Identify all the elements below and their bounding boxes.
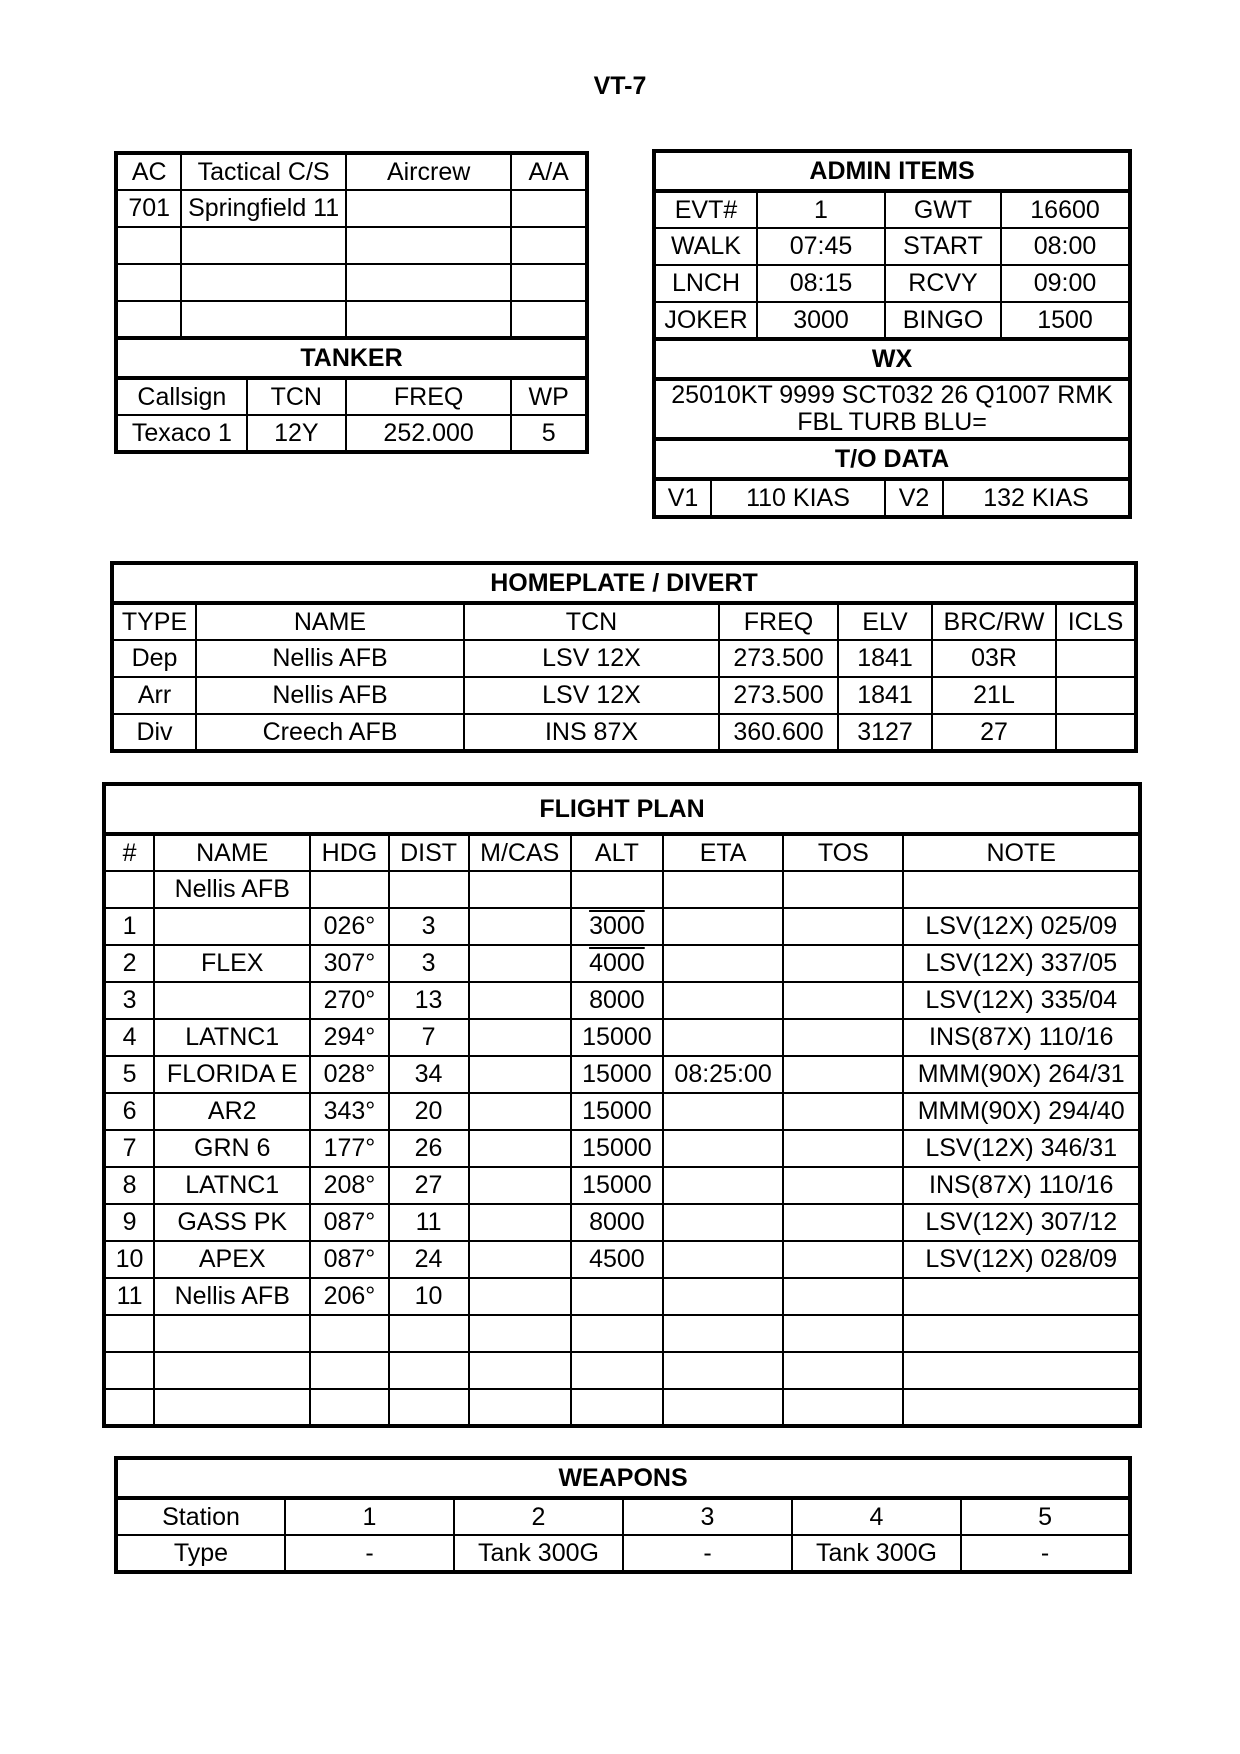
wx-metar: 25010KT 9999 SCT032 26 Q1007 RMK FBL TURB BLU= bbox=[654, 379, 1130, 439]
flight-plan-tos bbox=[783, 1130, 903, 1167]
flight-plan-dist: 3 bbox=[389, 945, 469, 982]
flight-plan-header-name: NAME bbox=[154, 834, 310, 871]
homeplate-cell: 27 bbox=[932, 714, 1056, 751]
admin-value: 3000 bbox=[757, 302, 885, 339]
flight-plan-hdg bbox=[310, 1352, 388, 1389]
admin-value: 1 bbox=[757, 191, 885, 228]
aircrew-tactical-cs bbox=[181, 227, 345, 264]
flight-plan-alt bbox=[571, 871, 663, 908]
flight-plan-dist bbox=[389, 1352, 469, 1389]
aircrew-tactical-cs bbox=[181, 301, 345, 338]
tanker-header-tcn: TCN bbox=[247, 378, 346, 415]
weapons-type-row bbox=[116, 1535, 1130, 1572]
homeplate-cell: Nellis AFB bbox=[196, 677, 464, 714]
homeplate-header-row bbox=[112, 603, 1136, 640]
homeplate-cell: 21L bbox=[932, 677, 1056, 714]
flight-plan-note bbox=[903, 1389, 1140, 1426]
weapons-type: Tank 300G bbox=[792, 1535, 961, 1572]
flight-plan-tos bbox=[783, 1352, 903, 1389]
admin-label: GWT bbox=[885, 191, 1001, 228]
flight-plan-name: FLORIDA E bbox=[154, 1056, 310, 1093]
wx-title-row bbox=[654, 339, 1130, 379]
flight-plan-eta bbox=[663, 1241, 783, 1278]
homeplate-row bbox=[112, 640, 1136, 677]
flight-plan-eta bbox=[663, 1352, 783, 1389]
flight-plan-alt: 3000 bbox=[571, 908, 663, 945]
to-data-title: T/O DATA bbox=[654, 439, 1130, 479]
flight-plan-tos bbox=[783, 1056, 903, 1093]
flight-plan-body bbox=[104, 834, 1140, 1426]
homeplate-cell: 1841 bbox=[838, 640, 932, 677]
flight-plan-eta bbox=[663, 945, 783, 982]
tanker-row bbox=[116, 415, 587, 452]
flight-plan-mcas bbox=[469, 1167, 571, 1204]
flight-plan-dist: 24 bbox=[389, 1241, 469, 1278]
flight-plan-alt bbox=[571, 1278, 663, 1315]
aircrew-ac bbox=[116, 264, 181, 301]
aircrew-row bbox=[116, 190, 587, 227]
flight-plan-name: Nellis AFB bbox=[154, 871, 310, 908]
flight-plan-num: 11 bbox=[104, 1278, 154, 1315]
flight-plan-alt bbox=[571, 1389, 663, 1426]
weapons-station-number: 5 bbox=[961, 1498, 1130, 1535]
homeplate-cell: Nellis AFB bbox=[196, 640, 464, 677]
flight-plan-name: AR2 bbox=[154, 1093, 310, 1130]
tanker-header-row bbox=[116, 378, 587, 415]
homeplate-row bbox=[112, 714, 1136, 751]
homeplate-cell: Div bbox=[112, 714, 196, 751]
flight-plan-row bbox=[104, 908, 1140, 945]
flight-plan-mcas bbox=[469, 1056, 571, 1093]
flight-plan-dist bbox=[389, 1389, 469, 1426]
flight-plan-hdg bbox=[310, 871, 388, 908]
flight-plan-hdg: 087° bbox=[310, 1204, 388, 1241]
admin-value: 1500 bbox=[1001, 302, 1130, 339]
tanker-header-callsign: Callsign bbox=[116, 378, 247, 415]
aircrew-row bbox=[116, 227, 587, 264]
aircrew-table bbox=[114, 151, 589, 454]
flight-plan-row bbox=[104, 1130, 1140, 1167]
admin-items-table bbox=[652, 149, 1132, 519]
homeplate-cell bbox=[1056, 640, 1136, 677]
flight-plan-mcas bbox=[469, 1204, 571, 1241]
flight-plan-num: 7 bbox=[104, 1130, 154, 1167]
homeplate-header-cell: NAME bbox=[196, 603, 464, 640]
flight-plan-dist: 11 bbox=[389, 1204, 469, 1241]
admin-value: 09:00 bbox=[1001, 265, 1130, 302]
tanker-freq: 252.000 bbox=[346, 415, 512, 452]
flight-plan-hdg: 208° bbox=[310, 1167, 388, 1204]
flight-plan-tos bbox=[783, 1315, 903, 1352]
flight-plan-eta bbox=[663, 1019, 783, 1056]
aircrew-name bbox=[346, 227, 512, 264]
flight-plan-dist: 10 bbox=[389, 1278, 469, 1315]
flight-plan-note: MMM(90X) 294/40 bbox=[903, 1093, 1140, 1130]
flight-plan-name bbox=[154, 1389, 310, 1426]
flight-plan-num: 10 bbox=[104, 1241, 154, 1278]
homeplate-row bbox=[112, 677, 1136, 714]
admin-label: LNCH bbox=[654, 265, 757, 302]
flight-plan-note: LSV(12X) 307/12 bbox=[903, 1204, 1140, 1241]
flight-plan-hdg: 028° bbox=[310, 1056, 388, 1093]
flight-plan-mcas bbox=[469, 1130, 571, 1167]
flight-plan-mcas bbox=[469, 1389, 571, 1426]
flight-plan-dist: 20 bbox=[389, 1093, 469, 1130]
flight-plan-hdg bbox=[310, 1315, 388, 1352]
aircrew-aa bbox=[511, 227, 587, 264]
flight-plan-alt: 15000 bbox=[571, 1019, 663, 1056]
homeplate-cell: 03R bbox=[932, 640, 1056, 677]
flight-plan-eta bbox=[663, 1093, 783, 1130]
v1-label: V1 bbox=[654, 479, 711, 517]
flight-plan-num: 5 bbox=[104, 1056, 154, 1093]
flight-plan-header-eta: ETA bbox=[663, 834, 783, 871]
flight-plan-row bbox=[104, 1352, 1140, 1389]
flight-plan-row bbox=[104, 1093, 1140, 1130]
aircrew-header-tactical-cs: Tactical C/S bbox=[181, 153, 345, 190]
flight-plan-name bbox=[154, 1315, 310, 1352]
flight-plan-row bbox=[104, 945, 1140, 982]
flight-plan-note bbox=[903, 1352, 1140, 1389]
aircrew-tactical-cs: Springfield 11 bbox=[181, 190, 345, 227]
flight-plan-tos bbox=[783, 1019, 903, 1056]
weapons-table bbox=[114, 1456, 1132, 1574]
flight-plan-hdg: 294° bbox=[310, 1019, 388, 1056]
flight-plan-note: LSV(12X) 025/09 bbox=[903, 908, 1140, 945]
flight-plan-title: FLIGHT PLAN bbox=[104, 784, 1140, 834]
flight-plan-tos bbox=[783, 1093, 903, 1130]
weapons-type: - bbox=[285, 1535, 454, 1572]
weapons-title: WEAPONS bbox=[116, 1458, 1130, 1498]
flight-plan-hdg: 206° bbox=[310, 1278, 388, 1315]
admin-label: EVT# bbox=[654, 191, 757, 228]
flight-plan-hdg: 307° bbox=[310, 945, 388, 982]
flight-plan-tos bbox=[783, 1204, 903, 1241]
admin-value: 08:00 bbox=[1001, 228, 1130, 265]
admin-row bbox=[654, 265, 1130, 302]
flight-plan-row bbox=[104, 1167, 1140, 1204]
wx-row bbox=[654, 379, 1130, 439]
aircrew-header-aircrew: Aircrew bbox=[346, 153, 512, 190]
v2-label: V2 bbox=[885, 479, 943, 517]
aircrew-header-row bbox=[116, 153, 587, 190]
flight-plan-num: 6 bbox=[104, 1093, 154, 1130]
admin-label: START bbox=[885, 228, 1001, 265]
flight-plan-mcas bbox=[469, 1093, 571, 1130]
flight-plan-note: LSV(12X) 337/05 bbox=[903, 945, 1140, 982]
flight-plan-alt bbox=[571, 1315, 663, 1352]
flight-plan-note: INS(87X) 110/16 bbox=[903, 1019, 1140, 1056]
homeplate-cell bbox=[1056, 714, 1136, 751]
flight-plan-row bbox=[104, 1278, 1140, 1315]
tanker-header-wp: WP bbox=[511, 378, 587, 415]
tanker-title: TANKER bbox=[116, 338, 587, 378]
flight-plan-name: Nellis AFB bbox=[154, 1278, 310, 1315]
v2-value: 132 KIAS bbox=[943, 479, 1130, 517]
flight-plan-tos bbox=[783, 908, 903, 945]
flight-plan-note: INS(87X) 110/16 bbox=[903, 1167, 1140, 1204]
homeplate-cell: Creech AFB bbox=[196, 714, 464, 751]
homeplate-title: HOMEPLATE / DIVERT bbox=[112, 563, 1136, 603]
flight-plan-header-mcas: M/CAS bbox=[469, 834, 571, 871]
flight-plan-table bbox=[102, 782, 1142, 1428]
flight-plan-dist bbox=[389, 1315, 469, 1352]
flight-plan-eta bbox=[663, 908, 783, 945]
weapons-station-number: 3 bbox=[623, 1498, 792, 1535]
flight-plan-num bbox=[104, 871, 154, 908]
flight-plan-hdg: 087° bbox=[310, 1241, 388, 1278]
flight-plan-name: LATNC1 bbox=[154, 1167, 310, 1204]
flight-plan-mcas bbox=[469, 945, 571, 982]
flight-plan-mcas bbox=[469, 982, 571, 1019]
flight-plan-row bbox=[104, 982, 1140, 1019]
flight-plan-mcas bbox=[469, 1352, 571, 1389]
flight-plan-num: 3 bbox=[104, 982, 154, 1019]
flight-plan-name bbox=[154, 982, 310, 1019]
flight-plan-mcas bbox=[469, 1278, 571, 1315]
flight-plan-note bbox=[903, 1278, 1140, 1315]
flight-plan-tos bbox=[783, 945, 903, 982]
aircrew-name bbox=[346, 190, 512, 227]
flight-plan-eta bbox=[663, 1315, 783, 1352]
page-title: VT-7 bbox=[593, 72, 647, 100]
weapons-type: - bbox=[961, 1535, 1130, 1572]
flight-plan-eta bbox=[663, 1204, 783, 1241]
flight-plan-hdg bbox=[310, 1389, 388, 1426]
admin-row bbox=[654, 302, 1130, 339]
homeplate-header-cell: BRC/RW bbox=[932, 603, 1056, 640]
aircrew-ac bbox=[116, 301, 181, 338]
aircrew-header-ac: AC bbox=[116, 153, 181, 190]
flight-plan-note: LSV(12X) 346/31 bbox=[903, 1130, 1140, 1167]
flight-plan-name: GASS PK bbox=[154, 1204, 310, 1241]
admin-label: BINGO bbox=[885, 302, 1001, 339]
flight-plan-num: 1 bbox=[104, 908, 154, 945]
flight-plan-header-num: # bbox=[104, 834, 154, 871]
flight-plan-mcas bbox=[469, 1241, 571, 1278]
flight-plan-alt: 15000 bbox=[571, 1167, 663, 1204]
flight-plan-tos bbox=[783, 1278, 903, 1315]
flight-plan-tos bbox=[783, 982, 903, 1019]
admin-value: 16600 bbox=[1001, 191, 1130, 228]
homeplate-cell: Dep bbox=[112, 640, 196, 677]
flight-plan-name: FLEX bbox=[154, 945, 310, 982]
homeplate-cell: 273.500 bbox=[719, 677, 838, 714]
flight-plan-eta bbox=[663, 982, 783, 1019]
homeplate-header-cell: TYPE bbox=[112, 603, 196, 640]
flight-plan-dist bbox=[389, 871, 469, 908]
flight-plan-dist: 13 bbox=[389, 982, 469, 1019]
flight-plan-eta bbox=[663, 871, 783, 908]
flight-plan-row bbox=[104, 1056, 1140, 1093]
aircrew-row bbox=[116, 264, 587, 301]
flight-plan-num: 9 bbox=[104, 1204, 154, 1241]
flight-plan-name bbox=[154, 1352, 310, 1389]
flight-plan-tos bbox=[783, 871, 903, 908]
flight-plan-header-tos: TOS bbox=[783, 834, 903, 871]
homeplate-cell: LSV 12X bbox=[464, 640, 719, 677]
to-data-title-row bbox=[654, 439, 1130, 479]
flight-plan-title-row bbox=[104, 784, 1140, 834]
flight-plan-dist: 7 bbox=[389, 1019, 469, 1056]
admin-row bbox=[654, 191, 1130, 228]
homeplate-cell: 360.600 bbox=[719, 714, 838, 751]
homeplate-divert-table bbox=[110, 561, 1138, 753]
flight-plan-alt: 15000 bbox=[571, 1130, 663, 1167]
flight-plan-num bbox=[104, 1352, 154, 1389]
homeplate-cell: INS 87X bbox=[464, 714, 719, 751]
weapons-title-row bbox=[116, 1458, 1130, 1498]
admin-label: RCVY bbox=[885, 265, 1001, 302]
flight-plan-num: 2 bbox=[104, 945, 154, 982]
aircrew-row bbox=[116, 301, 587, 338]
homeplate-cell bbox=[1056, 677, 1136, 714]
tanker-header-freq: FREQ bbox=[346, 378, 512, 415]
tanker-wp: 5 bbox=[511, 415, 587, 452]
admin-value: 07:45 bbox=[757, 228, 885, 265]
homeplate-header-cell: FREQ bbox=[719, 603, 838, 640]
flight-plan-note: MMM(90X) 264/31 bbox=[903, 1056, 1140, 1093]
weapons-type: Tank 300G bbox=[454, 1535, 623, 1572]
weapons-type-label: Type bbox=[116, 1535, 285, 1572]
flight-plan-hdg: 177° bbox=[310, 1130, 388, 1167]
flight-plan-alt: 8000 bbox=[571, 1204, 663, 1241]
flight-plan-tos bbox=[783, 1241, 903, 1278]
homeplate-cell: Arr bbox=[112, 677, 196, 714]
flight-plan-dist: 3 bbox=[389, 908, 469, 945]
flight-plan-num bbox=[104, 1315, 154, 1352]
aircrew-aa bbox=[511, 264, 587, 301]
flight-plan-row bbox=[104, 1389, 1140, 1426]
flight-plan-note: LSV(12X) 335/04 bbox=[903, 982, 1140, 1019]
flight-plan-header-hdg: HDG bbox=[310, 834, 388, 871]
flight-plan-tos bbox=[783, 1167, 903, 1204]
flight-plan-header-note: NOTE bbox=[903, 834, 1140, 871]
flight-plan-num: 8 bbox=[104, 1167, 154, 1204]
aircrew-aa bbox=[511, 190, 587, 227]
aircrew-ac: 701 bbox=[116, 190, 181, 227]
flight-plan-hdg: 270° bbox=[310, 982, 388, 1019]
flight-plan-row bbox=[104, 1204, 1140, 1241]
flight-plan-note bbox=[903, 871, 1140, 908]
admin-row bbox=[654, 228, 1130, 265]
tanker-callsign: Texaco 1 bbox=[116, 415, 247, 452]
weapons-station-number: 4 bbox=[792, 1498, 961, 1535]
flight-plan-hdg: 343° bbox=[310, 1093, 388, 1130]
flight-plan-dist: 34 bbox=[389, 1056, 469, 1093]
flight-plan-eta bbox=[663, 1278, 783, 1315]
homeplate-cell: 273.500 bbox=[719, 640, 838, 677]
flight-plan-eta bbox=[663, 1167, 783, 1204]
aircrew-ac bbox=[116, 227, 181, 264]
flight-plan-alt: 4000 bbox=[571, 945, 663, 982]
homeplate-cell: 1841 bbox=[838, 677, 932, 714]
flight-plan-name: LATNC1 bbox=[154, 1019, 310, 1056]
weapons-station-label: Station bbox=[116, 1498, 285, 1535]
homeplate-title-row bbox=[112, 563, 1136, 603]
weapons-station-number: 1 bbox=[285, 1498, 454, 1535]
flight-plan-row bbox=[104, 1315, 1140, 1352]
homeplate-header-cell: TCN bbox=[464, 603, 719, 640]
flight-plan-name: APEX bbox=[154, 1241, 310, 1278]
aircrew-aa bbox=[511, 301, 587, 338]
homeplate-cell: 3127 bbox=[838, 714, 932, 751]
flight-plan-num bbox=[104, 1389, 154, 1426]
flight-plan-eta bbox=[663, 1389, 783, 1426]
flight-plan-mcas bbox=[469, 908, 571, 945]
flight-plan-note: LSV(12X) 028/09 bbox=[903, 1241, 1140, 1278]
flight-plan-eta: 08:25:00 bbox=[663, 1056, 783, 1093]
tanker-title-row bbox=[116, 338, 587, 378]
homeplate-cell: LSV 12X bbox=[464, 677, 719, 714]
flight-plan-num: 4 bbox=[104, 1019, 154, 1056]
to-data-row bbox=[654, 479, 1130, 517]
flight-plan-mcas bbox=[469, 1019, 571, 1056]
flight-plan-alt bbox=[571, 1352, 663, 1389]
flight-plan-row bbox=[104, 871, 1140, 908]
admin-items-title: ADMIN ITEMS bbox=[654, 151, 1130, 191]
admin-label: JOKER bbox=[654, 302, 757, 339]
wx-title: WX bbox=[654, 339, 1130, 379]
aircrew-tactical-cs bbox=[181, 264, 345, 301]
flight-plan-alt: 8000 bbox=[571, 982, 663, 1019]
v1-value: 110 KIAS bbox=[711, 479, 885, 517]
flight-plan-header-alt: ALT bbox=[571, 834, 663, 871]
flight-plan-header-dist: DIST bbox=[389, 834, 469, 871]
flight-plan-name: GRN 6 bbox=[154, 1130, 310, 1167]
flight-plan-tos bbox=[783, 1389, 903, 1426]
aircrew-header-aa: A/A bbox=[511, 153, 587, 190]
aircrew-name bbox=[346, 301, 512, 338]
weapons-station-row bbox=[116, 1498, 1130, 1535]
flight-plan-hdg: 026° bbox=[310, 908, 388, 945]
flight-plan-mcas bbox=[469, 1315, 571, 1352]
flight-plan-dist: 27 bbox=[389, 1167, 469, 1204]
flight-plan-dist: 26 bbox=[389, 1130, 469, 1167]
flight-plan-mcas bbox=[469, 871, 571, 908]
weapons-type: - bbox=[623, 1535, 792, 1572]
flight-plan-note bbox=[903, 1315, 1140, 1352]
flight-plan-row bbox=[104, 1241, 1140, 1278]
homeplate-header-cell: ELV bbox=[838, 603, 932, 640]
flight-plan-alt: 15000 bbox=[571, 1056, 663, 1093]
flight-plan-eta bbox=[663, 1130, 783, 1167]
admin-title-row bbox=[654, 151, 1130, 191]
flight-plan-header-row bbox=[104, 834, 1140, 871]
admin-label: WALK bbox=[654, 228, 757, 265]
tanker-tcn: 12Y bbox=[247, 415, 346, 452]
homeplate-header-cell: ICLS bbox=[1056, 603, 1136, 640]
flight-plan-alt: 4500 bbox=[571, 1241, 663, 1278]
flight-plan-name bbox=[154, 908, 310, 945]
admin-value: 08:15 bbox=[757, 265, 885, 302]
flight-plan-row bbox=[104, 1019, 1140, 1056]
flight-plan-alt: 15000 bbox=[571, 1093, 663, 1130]
aircrew-name bbox=[346, 264, 512, 301]
weapons-station-number: 2 bbox=[454, 1498, 623, 1535]
